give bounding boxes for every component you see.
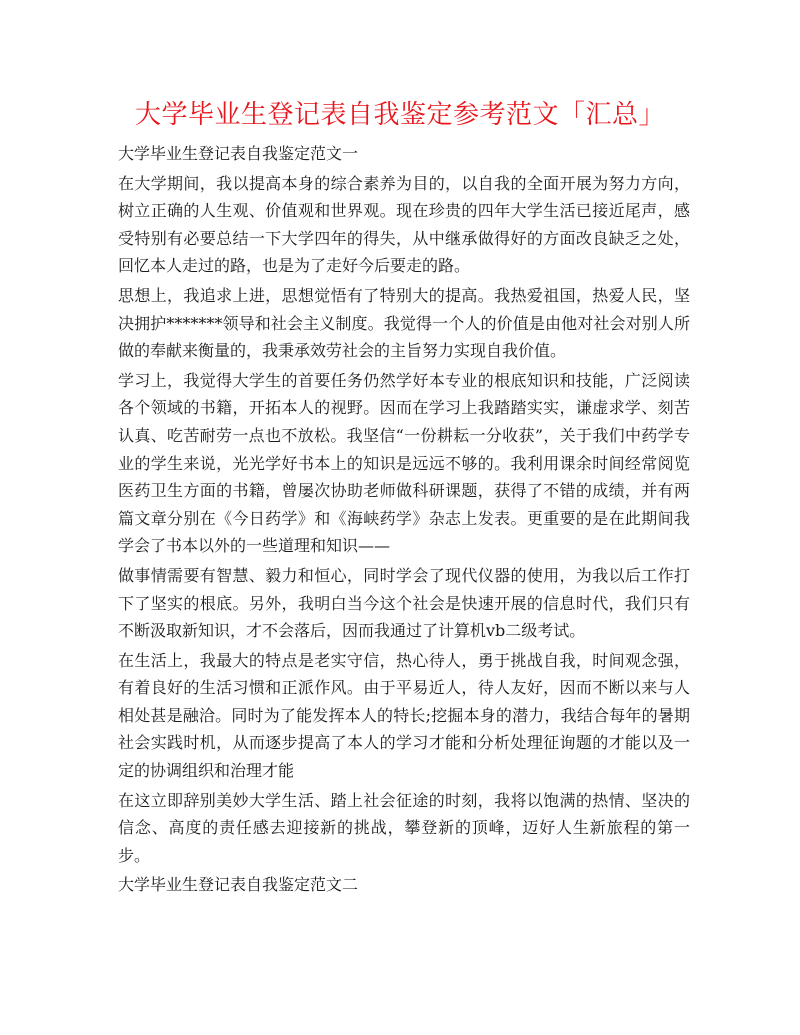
paragraph-conclusion: 在这立即辞别美妙大学生活、踏上社会征途的时刻，我将以饱满的热情、坚决的信念、高度的责任感去迎接新的挑战，攀登新的顶峰，迈好人生新旅程的第一步。 — [118, 790, 690, 865]
section-heading-1: 大学毕业生登记表自我鉴定范文一 — [118, 144, 359, 163]
paragraph-intro: 在大学期间，我以提高本身的综合素养为目的，以自我的全面开展为努力方向，树立正确的人生观、价值观和世界观。现在珍贵的四年大学生活已接近尾声，感受特别有必要总结一下大学四年的得失，从中继承做得好的方面改良缺乏之处，回忆本人走过的路，也是为了走好今后要走的路。 — [118, 173, 690, 276]
document-title: 大学毕业生登记表自我鉴定参考范文「汇总」 — [134, 100, 665, 130]
paragraph-skills: 做事情需要有智慧、毅力和恒心，同时学会了现代仪器的使用，为我以后工作打下了坚实的根底。另外，我明白当今这个社会是快速开展的信息时代，我们只有不断汲取新知识，才不会落后，因而我通过了计算机vb二级考试。 — [118, 565, 690, 641]
section-heading-2: 大学毕业生登记表自我鉴定范文二 — [118, 875, 359, 895]
paragraph-life: 在生活上，我最大的特点是老实守信，热心待人，勇于挑战自我，时间观念强，有着良好的生活习惯和正派作风。由于平易近人，待人友好，因而不断以来与人相处甚是融洽。同时为了能发挥本人的特长;挖掘本身的潜力，我结合每年的暑期社会实践时机，从而逐步提高了本人的学习才能和分析处理征询题的才能以及一定的协调组织和治理才能 — [118, 650, 690, 781]
paragraph-study: 学习上，我觉得大学生的首要任务仍然学好本专业的根底知识和技能，广泛阅读各个领域的书籍，开拓本人的视野。因而在学习上我踏踏实实，谦虚求学、刻苦认真、吃苦耐劳一点也不放松。我坚信“一份耕耘一分收获”，关于我们中药学专业的学生来说，光光学好书本上的知识是远远不够的。我利用课余时间经常阅览医药卫生方面的书籍，曾屡次协助老师做科研课题，获得了不错的成绩，并有两篇文章分别在《今日药学》和《海峡药学》杂志上发表。更重要的是在此期间我学会了书本以外的一些道理和知识—— — [118, 370, 690, 556]
document-body — [118, 140, 690, 901]
paragraph-ideology: 思想上，我追求上进，思想觉悟有了特别大的提高。我热爱祖国，热爱人民，坚决拥护*******领导和社会主义制度。我觉得一个人的价值是由他对社会对别人所做的奉献来衡量的，我秉承效劳社会的主旨努力实现自我价值。 — [118, 285, 690, 361]
